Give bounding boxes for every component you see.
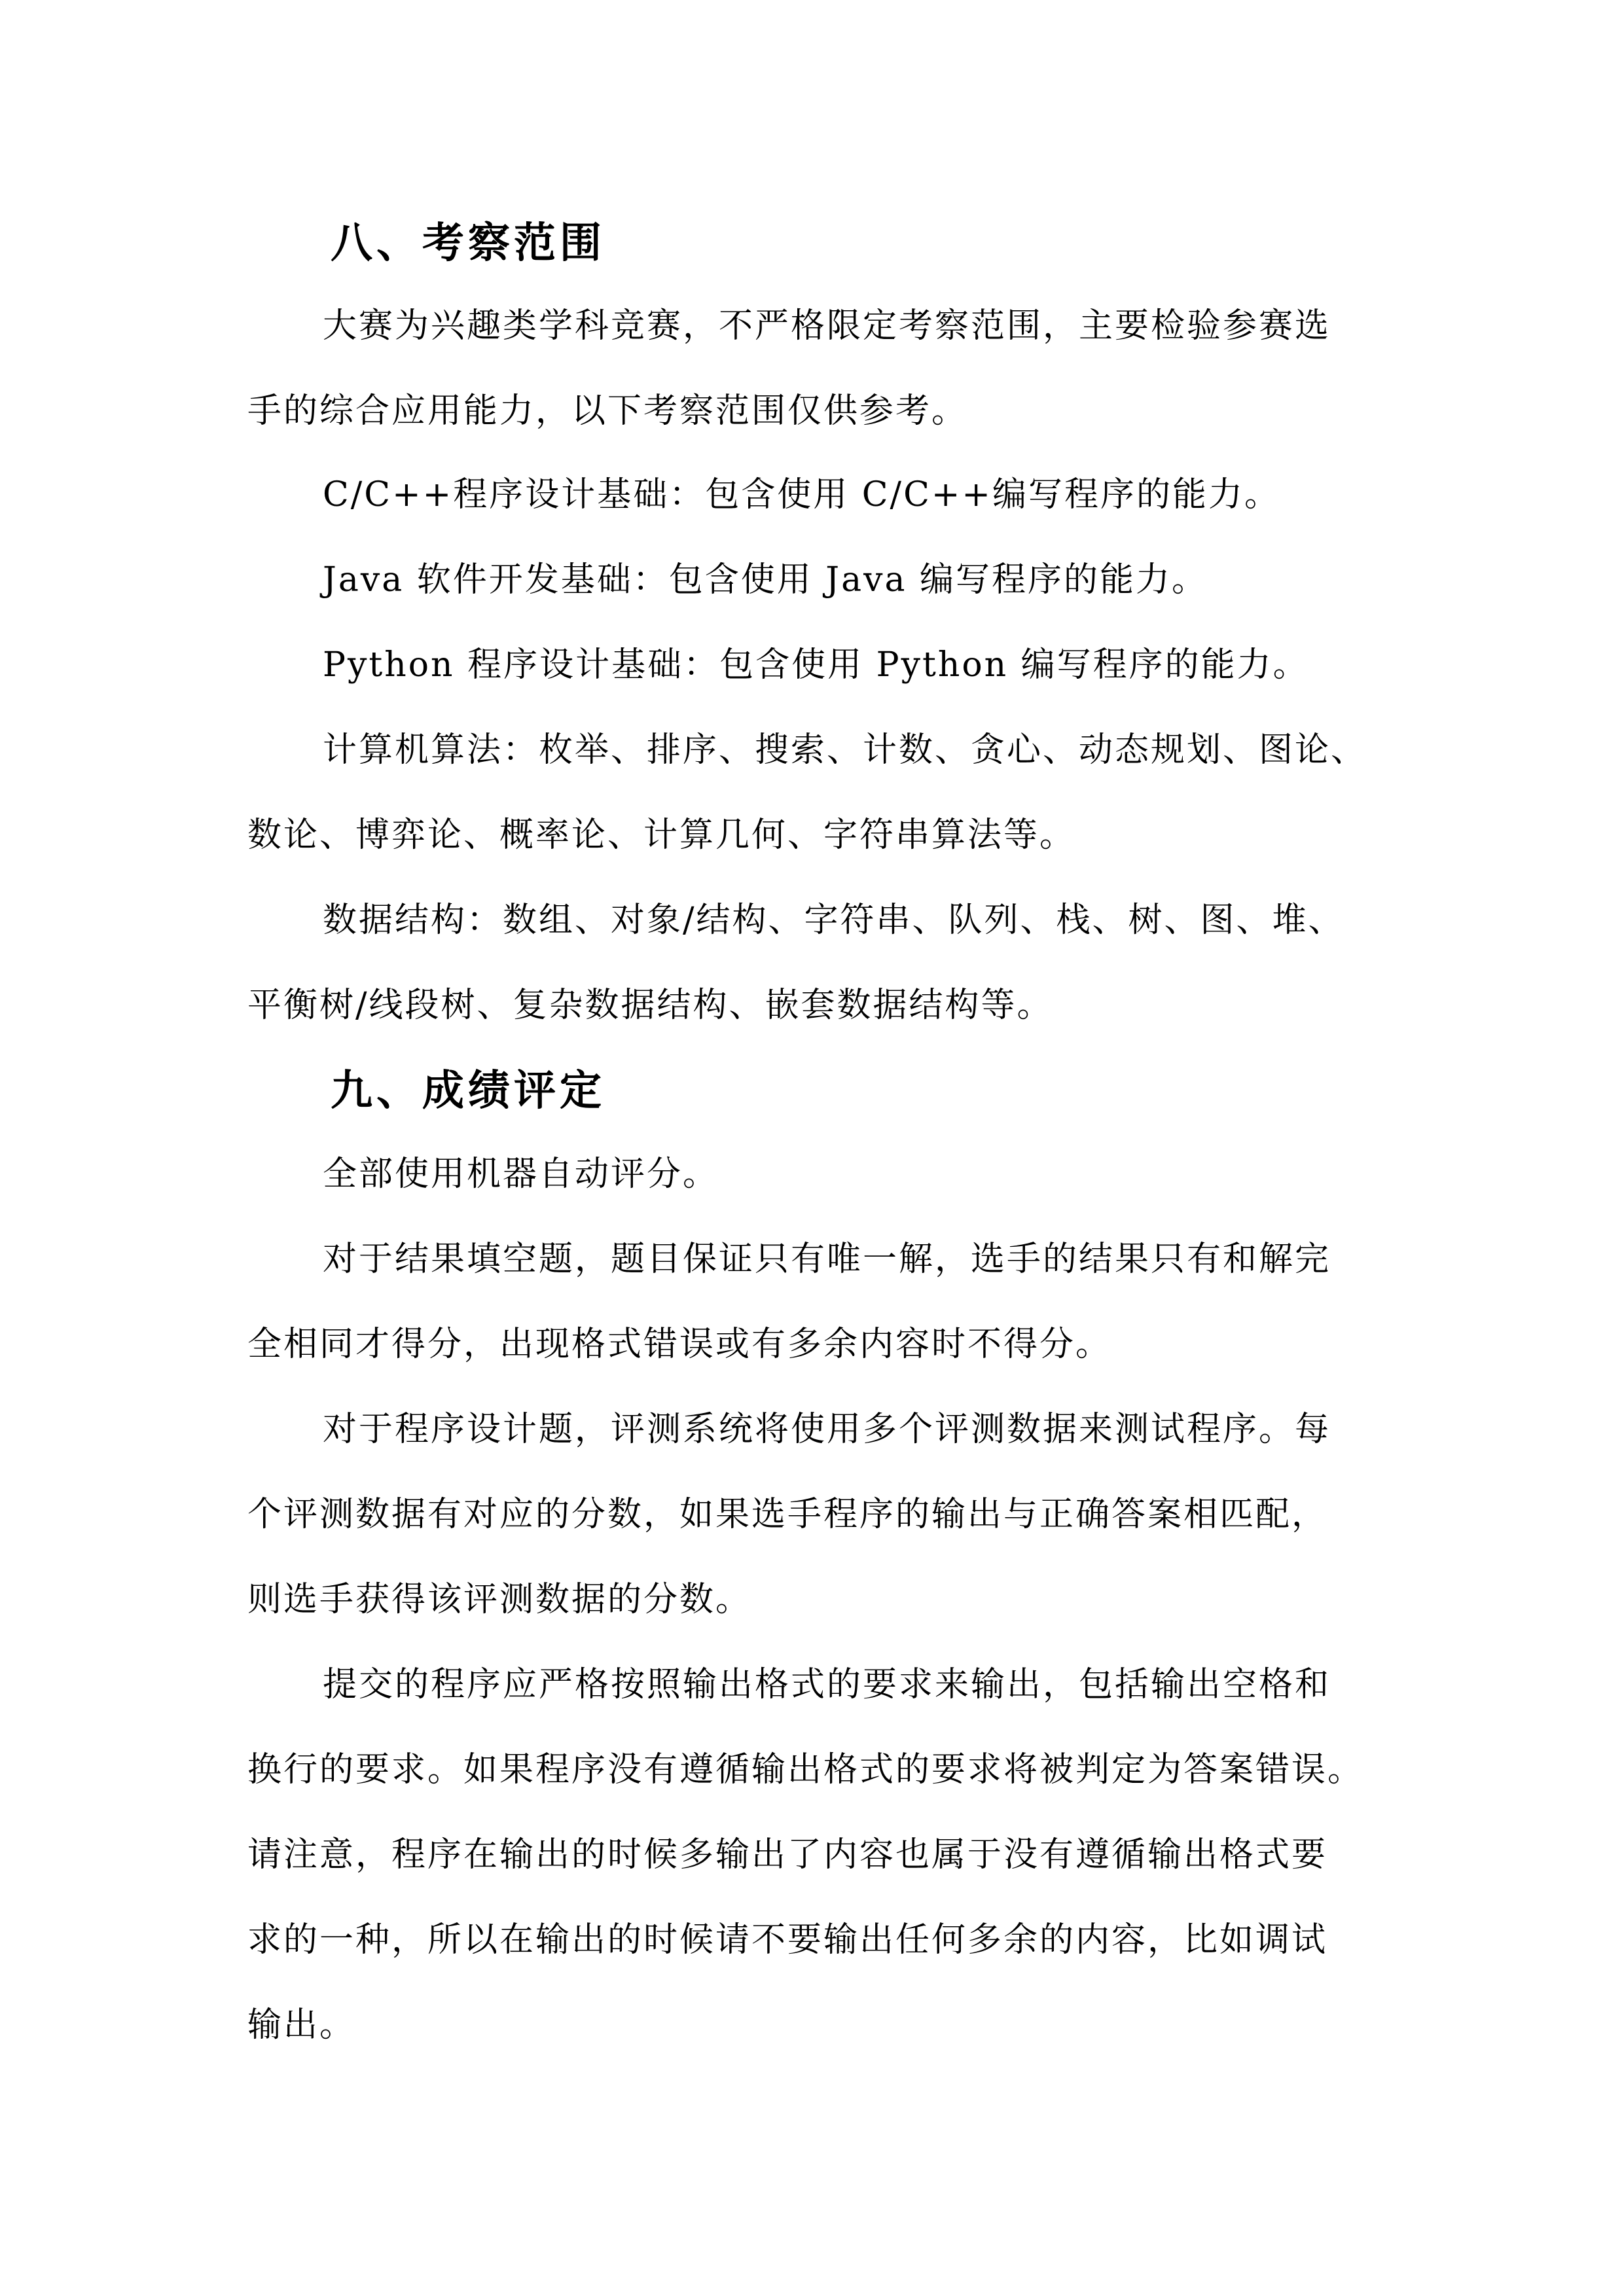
- section-9-paragraph-3-line-3: 则选手获得该评测数据的分数。: [247, 1580, 752, 1619]
- section-9-paragraph-4-line-2: 换行的要求。如果程序没有遵循输出格式的要求将被判定为答案错误。: [247, 1750, 1364, 1789]
- section-9-paragraph-4-line-4: 求的一种，所以在输出的时候请不要输出任何多余的内容，比如调试: [247, 1920, 1328, 1960]
- section-9-heading: 九、成绩评定: [331, 1066, 605, 1115]
- section-8-python-line: Python 程序设计基础：包含使用 Python 编写程序的能力。: [323, 645, 1309, 685]
- section-9-paragraph-3-line-2: 个评测数据有对应的分数，如果选手程序的输出与正确答案相匹配，: [247, 1495, 1328, 1534]
- section-9-paragraph-4-line-5: 输出。: [247, 2005, 356, 2045]
- section-8-paragraph-1-line-2: 手的综合应用能力，以下考察范围仅供参考。: [247, 391, 968, 431]
- section-9-paragraph-4-line-1: 提交的程序应严格按照输出格式的要求来输出，包括输出空格和: [323, 1665, 1331, 1704]
- section-8-algorithms-line-2: 数论、博弈论、概率论、计算几何、字符串算法等。: [247, 816, 1076, 855]
- section-8-data-structures-line-2: 平衡树/线段树、复杂数据结构、嵌套数据结构等。: [247, 986, 1053, 1025]
- section-8-heading: 八、考察范围: [331, 219, 605, 268]
- section-8-data-structures-line-1: 数据结构：数组、对象/结构、字符串、队列、栈、树、图、堆、: [323, 901, 1344, 940]
- section-8-java-line: Java 软件开发基础：包含使用 Java 编写程序的能力。: [323, 560, 1208, 600]
- section-8-cpp-line: C/C++程序设计基础：包含使用 C/C++编写程序的能力。: [323, 475, 1280, 514]
- section-8-paragraph-1-line-1: 大赛为兴趣类学科竞赛，不严格限定考察范围，主要检验参赛选: [323, 306, 1331, 346]
- section-9-paragraph-2-line-1: 对于结果填空题，题目保证只有唯一解，选手的结果只有和解完: [323, 1240, 1331, 1279]
- section-8-algorithms-line-1: 计算机算法：枚举、排序、搜索、计数、贪心、动态规划、图论、: [323, 730, 1367, 770]
- section-9-paragraph-2-line-2: 全相同才得分，出现格式错误或有多余内容时不得分。: [247, 1325, 1112, 1364]
- section-9-paragraph-3-line-1: 对于程序设计题，评测系统将使用多个评测数据来测试程序。每: [323, 1410, 1331, 1449]
- section-9-paragraph-1-line-1: 全部使用机器自动评分。: [323, 1155, 719, 1194]
- section-9-paragraph-4-line-3: 请注意，程序在输出的时候多输出了内容也属于没有遵循输出格式要: [247, 1835, 1328, 1874]
